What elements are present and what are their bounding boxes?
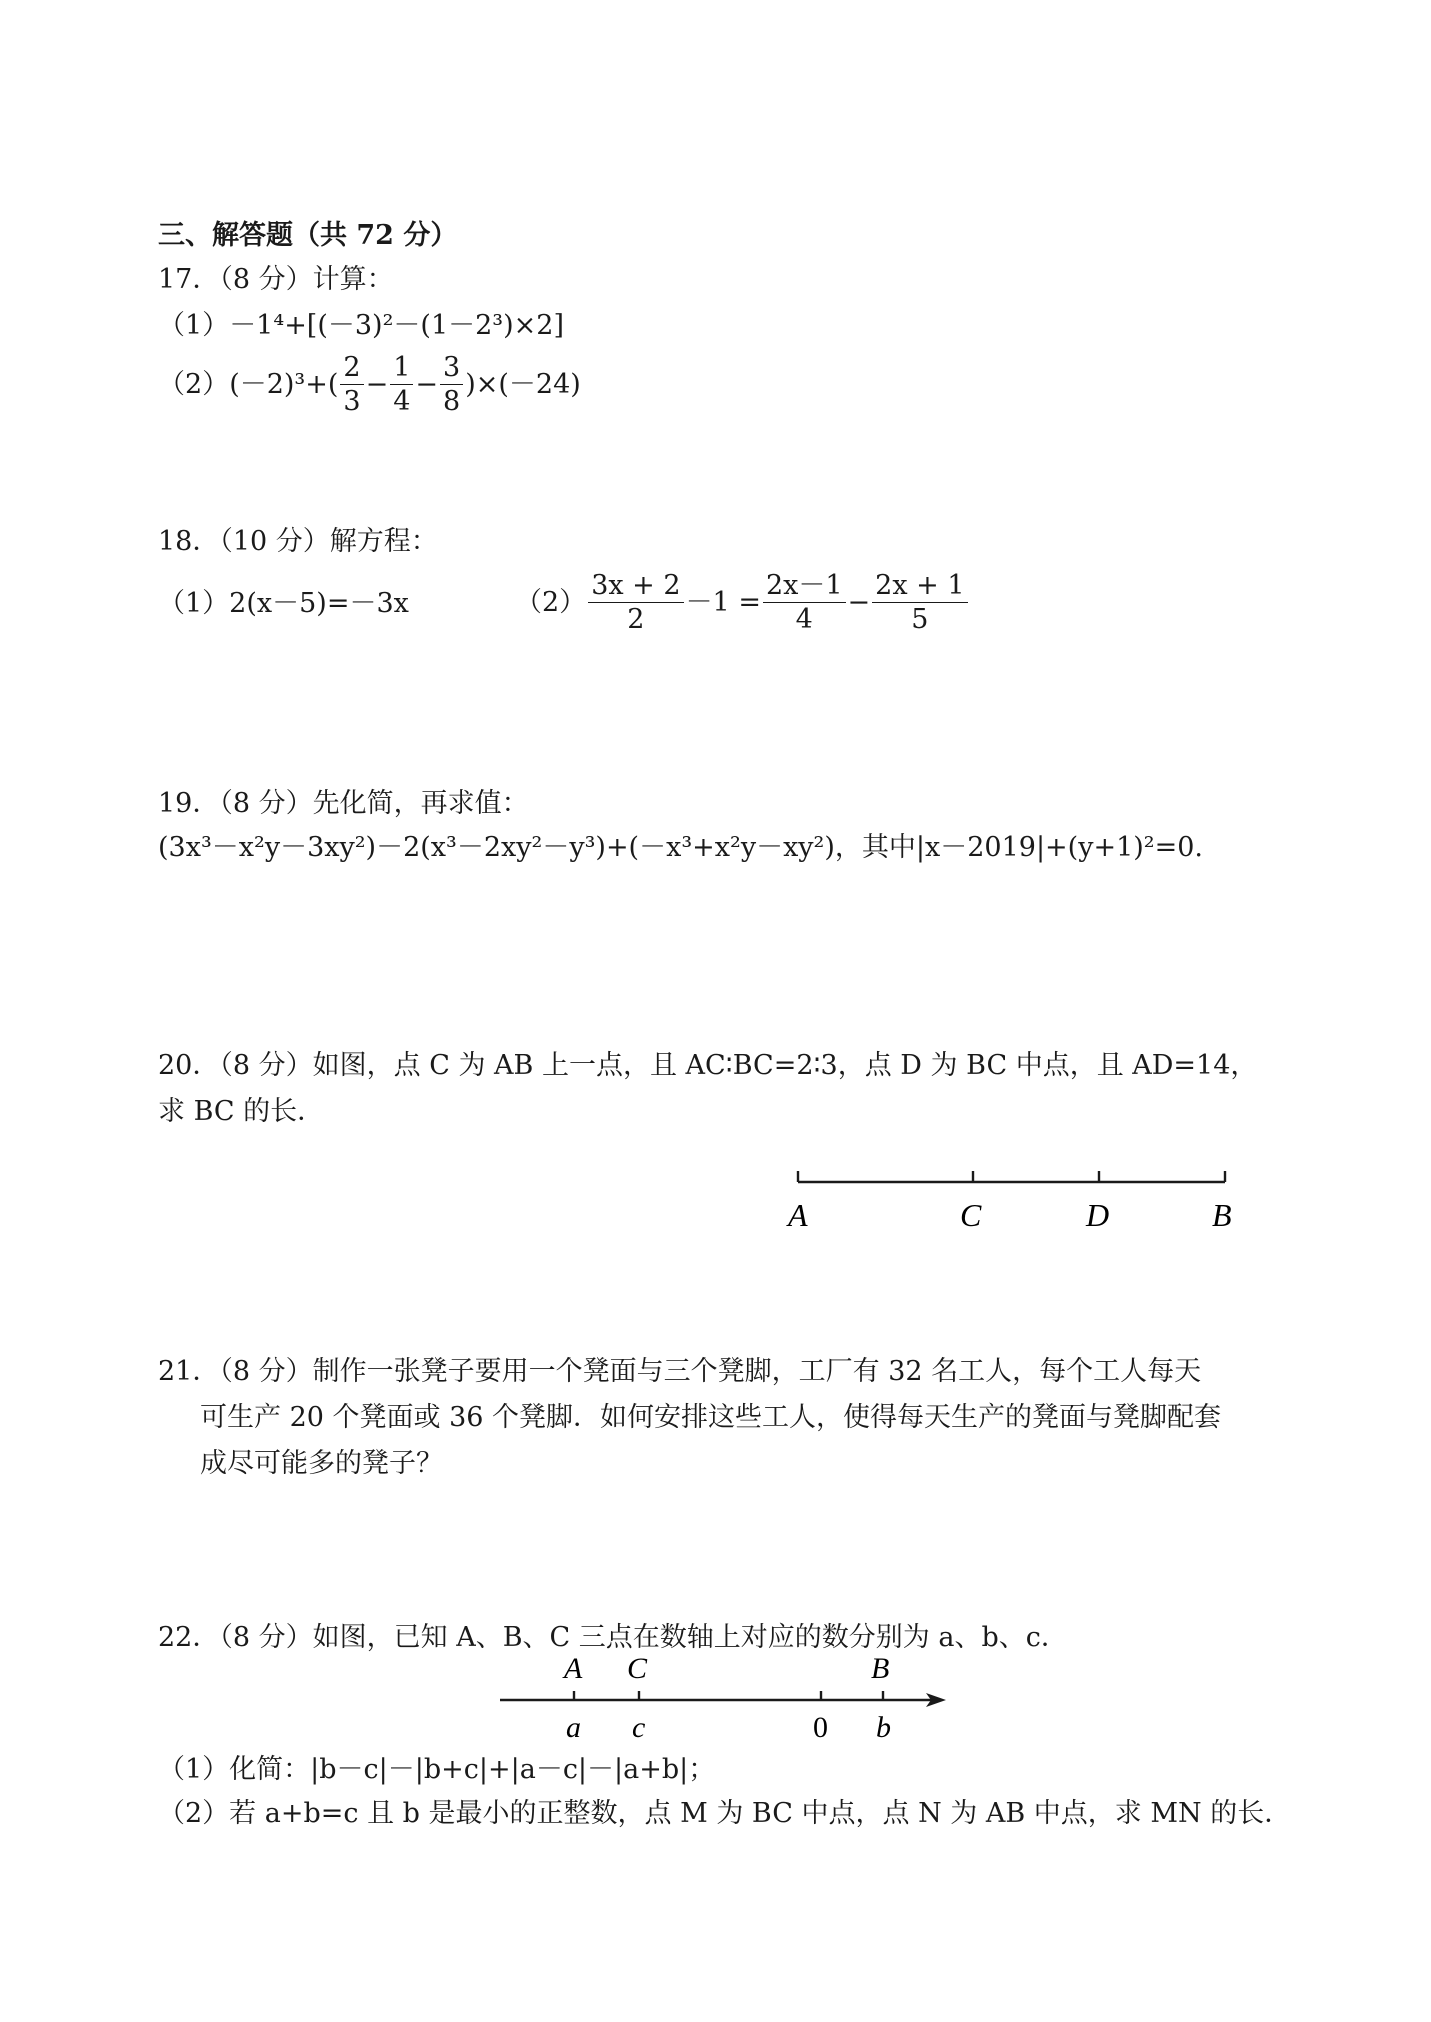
label-point-c: C xyxy=(960,1197,982,1233)
q17-part1-expr: －1⁴+[(－3)²－(1－2³)×2] xyxy=(229,310,564,341)
q18-mid: －1 = xyxy=(685,587,761,618)
q20-line-2: 求 BC 的长． xyxy=(158,1096,325,1127)
q18-part2-prefix: （2） xyxy=(515,587,587,618)
q18-f3-num: 2x + 1 xyxy=(872,570,967,603)
q17-part2-lead: (－2)³+( xyxy=(229,369,339,400)
q17-part1 xyxy=(158,308,564,344)
q19-expression: (3x³－x²y－3xy²)－2(x³－2xy²－y³)+(－x³+x²y－xy²)，其中|x－2019|+(y+1)²=0. xyxy=(158,832,1203,863)
label-point-c: C xyxy=(627,1652,648,1685)
q17-minus-1: − xyxy=(365,369,389,400)
q20-line-1: 20．（8 分）如图，点 C 为 AB 上一点，且 AC∶BC=2∶3，点 D 为 BC 中点，且 AD=14， xyxy=(158,1050,1258,1081)
q17-part2 xyxy=(158,352,581,419)
q18-f2-den: 4 xyxy=(795,604,813,635)
q17-f1-num: 2 xyxy=(340,352,363,385)
q17-fraction-2 xyxy=(390,352,413,419)
q17-f2-den: 4 xyxy=(393,386,411,417)
q22-part-1: （1）化简：|b－c|－|b+c|+|a－c|－|a+b|； xyxy=(158,1754,716,1785)
q21-line-3: 成尽可能多的凳子？ xyxy=(200,1448,443,1479)
q19-header: 19．（8 分）先化简，再求值： xyxy=(158,788,529,819)
q17-f3-den: 8 xyxy=(443,386,461,417)
q18-part1: （1）2(x－5)=－3x xyxy=(158,588,409,619)
label-value-zero: 0 xyxy=(813,1711,828,1744)
label-value-c: c xyxy=(632,1711,646,1744)
label-point-b: B xyxy=(1212,1197,1232,1233)
q17-fraction-3 xyxy=(440,352,463,419)
q18-f3-den: 5 xyxy=(911,604,929,635)
q18-header: 18．（10 分）解方程： xyxy=(158,526,438,557)
q18-fraction-2 xyxy=(763,570,846,637)
q18-f2-num: 2x－1 xyxy=(763,570,846,603)
q18-f1-num: 3x + 2 xyxy=(588,570,683,603)
q17-f3-num: 3 xyxy=(440,352,463,385)
q17-part1-prefix: （1） xyxy=(158,310,230,341)
q17-fraction-1 xyxy=(340,352,363,419)
q20-segment-figure xyxy=(770,1160,1250,1240)
q18-part2 xyxy=(515,568,970,638)
q22-header: 22．（8 分）如图，已知 A、B、C 三点在数轴上对应的数分别为 a、b、c． xyxy=(158,1622,1068,1653)
q18-fraction-1 xyxy=(588,570,683,637)
q17-f1-den: 3 xyxy=(343,386,361,417)
q21-line-1: 21．（8 分）制作一张凳子要用一个凳面与三个凳脚，工厂有 32 名工人，每个工人每天 xyxy=(158,1356,1202,1387)
q17-part2-tail: )×(－24) xyxy=(465,369,581,400)
label-point-d: D xyxy=(1086,1197,1110,1233)
q22-part-2: （2）若 a+b=c 且 b 是最小的正整数，点 M 为 BC 中点，点 N 为 AB 中点，求 MN 的长． xyxy=(158,1798,1292,1829)
label-point-a: A xyxy=(564,1652,583,1685)
q17-minus-2: − xyxy=(415,369,439,400)
q18-fraction-3 xyxy=(872,570,967,637)
q17-header: 17．（8 分）计算： xyxy=(158,264,394,295)
q17-part2-prefix: （2） xyxy=(158,369,230,400)
label-value-b: b xyxy=(876,1711,891,1744)
label-value-a: a xyxy=(566,1711,581,1744)
q18-minus: − xyxy=(847,587,871,618)
label-point-b: B xyxy=(871,1652,890,1685)
q17-f2-num: 1 xyxy=(390,352,413,385)
label-point-a: A xyxy=(788,1197,808,1233)
q22-number-line xyxy=(490,1648,970,1748)
q21-line-2: 可生产 20 个凳面或 36 个凳脚．如何安排这些工人，使得每天生产的凳面与凳脚配套 xyxy=(200,1402,1222,1433)
q18-f1-den: 2 xyxy=(627,604,645,635)
section-title: 三、解答题（共 72 分） xyxy=(158,220,458,251)
